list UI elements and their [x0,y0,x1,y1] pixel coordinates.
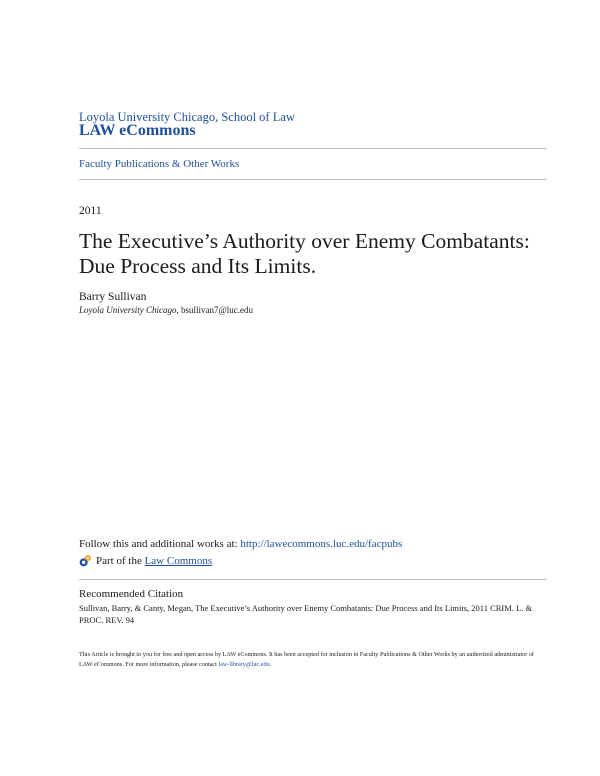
notice-end: . [269,661,272,668]
citation-heading: Recommended Citation [79,588,184,600]
contact-email-link[interactable]: law-library@luc.edu [218,661,270,668]
repository-name[interactable]: LAW eCommons [79,122,196,139]
access-notice [79,650,549,670]
citation-text: Sullivan, Barry, & Canty, Megan, The Executive’s Authority over Enemy Combatants: Due Process and Its Limits, 2011 CRIM. L. & PROC. REV. 94 [79,603,533,625]
bepress-logo-icon [79,554,92,567]
publication-year: 2011 [79,205,102,217]
affiliation-name: Loyola University Chicago [79,305,177,315]
author-affiliation [79,305,253,315]
institution-name: Loyola University Chicago, School of Law [79,110,295,124]
article-title: The Executive’s Authority over Enemy Combatants: Due Process and Its Limits. [79,229,530,278]
follow-label: Follow this and additional works at: [79,538,241,550]
author-email[interactable]: , bsullivan7@luc.edu [176,305,254,315]
collection-url-link[interactable]: http://lawecommons.luc.edu/facpubs [240,538,403,550]
part-of-line [79,554,212,567]
follow-line [79,538,402,550]
header-divider [79,148,547,149]
citation-divider [79,579,547,580]
part-of-label: Part of the [96,554,142,567]
author-name: Barry Sullivan [79,291,147,303]
collection-link[interactable]: Faculty Publications & Other Works [79,158,240,170]
law-commons-link[interactable]: Law Commons [144,554,213,567]
notice-text: This Article is brought to you for free and open access by LAW eCommons. It has been accepted for inclusion in Faculty Publications & Other Works by an authorized administrator of LAW eCommons. For more information, please contact [79,651,534,668]
collection-divider [79,179,547,180]
